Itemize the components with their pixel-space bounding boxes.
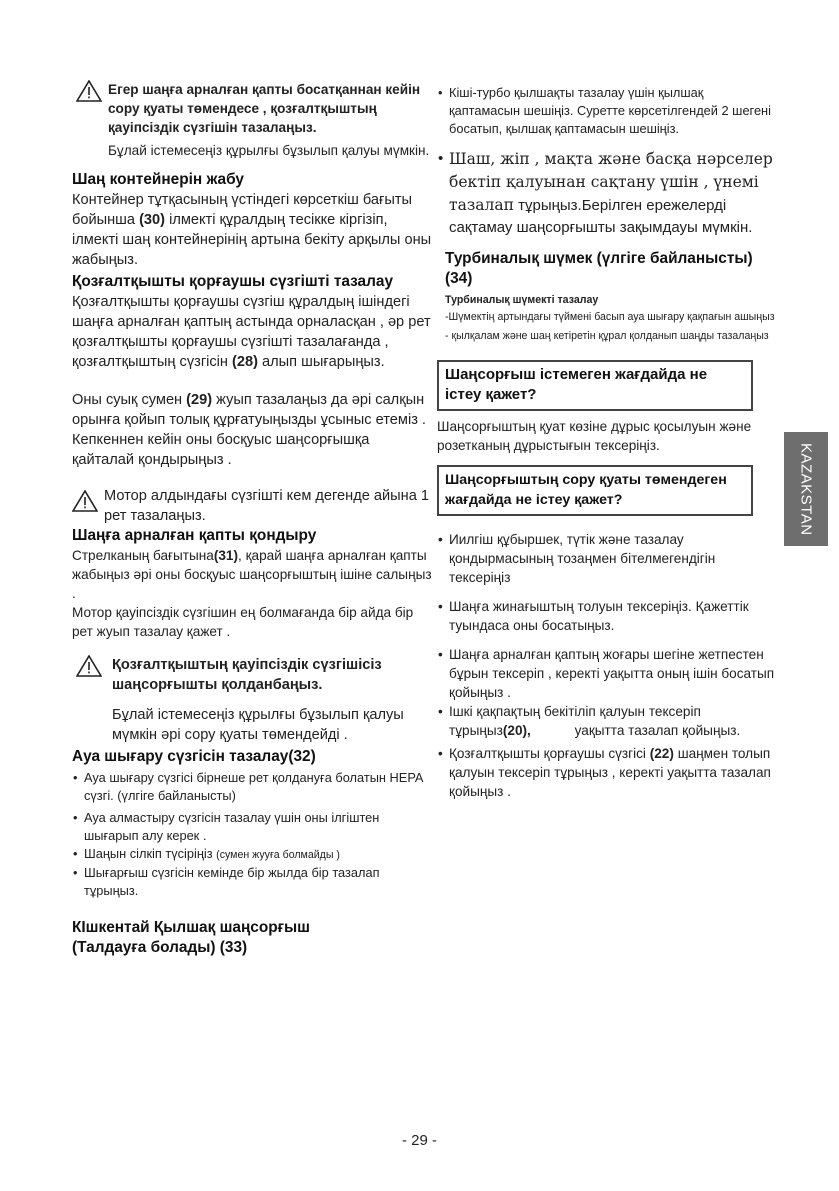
warning-block-2 [72,486,432,526]
warning-icon [76,80,102,102]
warning-2-text: Мотор алдындағы сүзгішті кем дегенде айына 1 рет тазалаңыз. [104,488,430,524]
section-title-motor-filter: Қозғалтқышты қорғаушы сүзгішті тазалау [72,273,394,290]
list-item: • Ауа шығару сүзгісі бірнеше рет қолдануға болатын HEPA сүзгі. (үлгіге байланысты) [72,769,432,805]
section-text-motor-filter-2: Оны суық сумен (29) жуып тазалаңыз да әрі салқын орынға қойып толық құрғатуыңызды ұсыныс етеміз . [72,392,426,428]
faq-box-low-suction: Шаңсорғыштың сору қуаты төмендеген жағдайда не істеу қажет? [437,465,753,516]
warning-3-text: Бұлай істемесеңіз құрылғы бұзылып қалуы мүмкін әрі сору қуаты төмендейді . [112,707,404,743]
list-item: • Шығарғыш сүзгісін кемінде бір жылда бір тазалап тұрыңыз. [72,864,432,900]
section-title-close-container: Шаң контейнерін жабу [72,171,244,188]
page-number: - 29 - [401,1132,437,1149]
section-text-motor-filter-1: Қозғалтқышты қорғаушы сүзгіш құралдың ішіндегі шаңға арналған қаптың астында орналасқан , әр рет қозғалтқышты қорғаушы сүзгішті тазалағанда , қозғалтқыштың сүзгісін (28) алып шығарыңыз. [72,294,431,370]
section-text-install-bag-2: Мотор қауіпсіздік сүзгішин ең болмағанда бір айда бір рет жуып тазалау қажет . [72,605,414,639]
section-title-install-bag: Шаңға арналған қапты қондыру [72,527,317,544]
turbo-brush-note: • Кіші-турбо қылшақты тазалау үшін қылшақ қаптамасын шешіңіз. Суретте көрсетілгендей 2 шегені босатып, қылшақ қаптамасын шешіңіз. [437,84,777,138]
list-item: • Шаңға арналған қаптың жоғары шегіне жетпестен бұрын тексеріп , керекті уақытта оның ішін босатып қойыңыз . [437,645,777,702]
section-text-install-bag: Стрелканың бағытына(31), қарай шаңға арналған қапты жабыңыз әрі оны босқуыс шаңсорғыштың ішіне салыңыз . [72,548,432,601]
language-tab-label: KAZAKSTAN [797,442,815,536]
right-column [437,84,777,801]
turbo-nozzle-subtitle: Турбиналық шүмекті тазалау [445,294,599,306]
list-item: • Ішкі қақпақтың бекітіліп қалуын тексеріп тұрыңыз(20), уақытта тазалап қойыңыз. [437,702,777,740]
hair-note: • Шаш, жіп , мақта және басқа нәрселер бектіп қалуынан сақтану үшін , үнемі тазалап тұрыңыз.Берілген ережелерді сақтамау шаңсорғышты зақымдауы мүмкін. [437,148,777,239]
list-item: - қылқалам және шаң кетіретін құрал қолданып шаңды тазалаңыз [445,330,769,342]
warning-icon [76,655,102,677]
warning-block-1 [76,80,432,160]
warning-icon [72,490,98,512]
section-title-turbo-nozzle: Турбиналық шүмек (үлгіге байланысты) (34) [445,250,753,287]
warning-3-bold: Қозғалтқыштың қауіпсіздік сүзгішісіз шаңсорғышты қолданбаңыз. [112,657,382,693]
section-text-close-container: Контейнер тұтқасының үстіндегі көрсеткіш бағыты бойынша (30) ілмекті құралдың тесікке кіргізіп, ілмекті шаң контейнерінің артына бекіту арқылы оны жабыңыз. [72,192,432,268]
list-item: -Шүмектің артындағы түймені басып ауа шығару қақпағын ашыңыз [445,311,775,323]
exhaust-filter-list [72,769,432,900]
section-title-mini-brush: КІшкентай Қылшақ шаңсорғыш (Талдауға болады) (33) [72,919,310,956]
warning-1-text: Бұлай істемесеңіз құрылғы бұзылып қалуы мүмкін. [108,143,430,158]
faq-text-not-working: Шаңсорғыштың қуат көзіне дұрыс қосылуын және розетканың дұрыстығын тексеріңіз. [437,419,752,453]
list-item: • Иилгіш құбыршек, түтік және тазалау қондырмасының тозаңмен бітелмегендігін тексеріңіз [437,530,777,587]
turbo-nozzle-list [437,310,777,344]
section-text-motor-filter-3: Кепкеннен кейін оны босқуыс шаңсорғышқа қайталай қондырыңыз . [72,432,370,468]
warning-1-bold: Егер шаңға арналған қапты босатқаннан кейін сору қуаты төмендесе , қозғалтқыштың қауіпсіздік сүзгішін тазалаңыз. [108,82,421,135]
list-item: • Шаңға жинағыштың толуын тексеріңіз. Қажеттік туындаса оны босатыңыз. [437,597,777,635]
left-column [72,80,432,958]
list-item: • Қозғалтқышты қорғаушы сүзгісі (22) шаңмен толып қалуын тексеріп тұрыңыз , керекті уақытта тазалап қойыңыз . [437,744,777,801]
faq-box-not-working: Шаңсорғыш істемеген жағдайда не істеу қажет? [437,360,753,411]
low-suction-list [437,530,777,801]
list-item: • Шаңын сілкіп түсіріңіз (сумен жууға болмайды ) [72,845,432,864]
language-side-tab [784,432,828,546]
list-item: • Ауа алмастыру сүзгісін тазалау үшін оны ілгіштен шығарып алу керек . [72,809,432,845]
section-title-exhaust-filter: Ауа шығару сүзгісін тазалау(32) [72,748,316,765]
warning-block-3 [72,655,432,745]
